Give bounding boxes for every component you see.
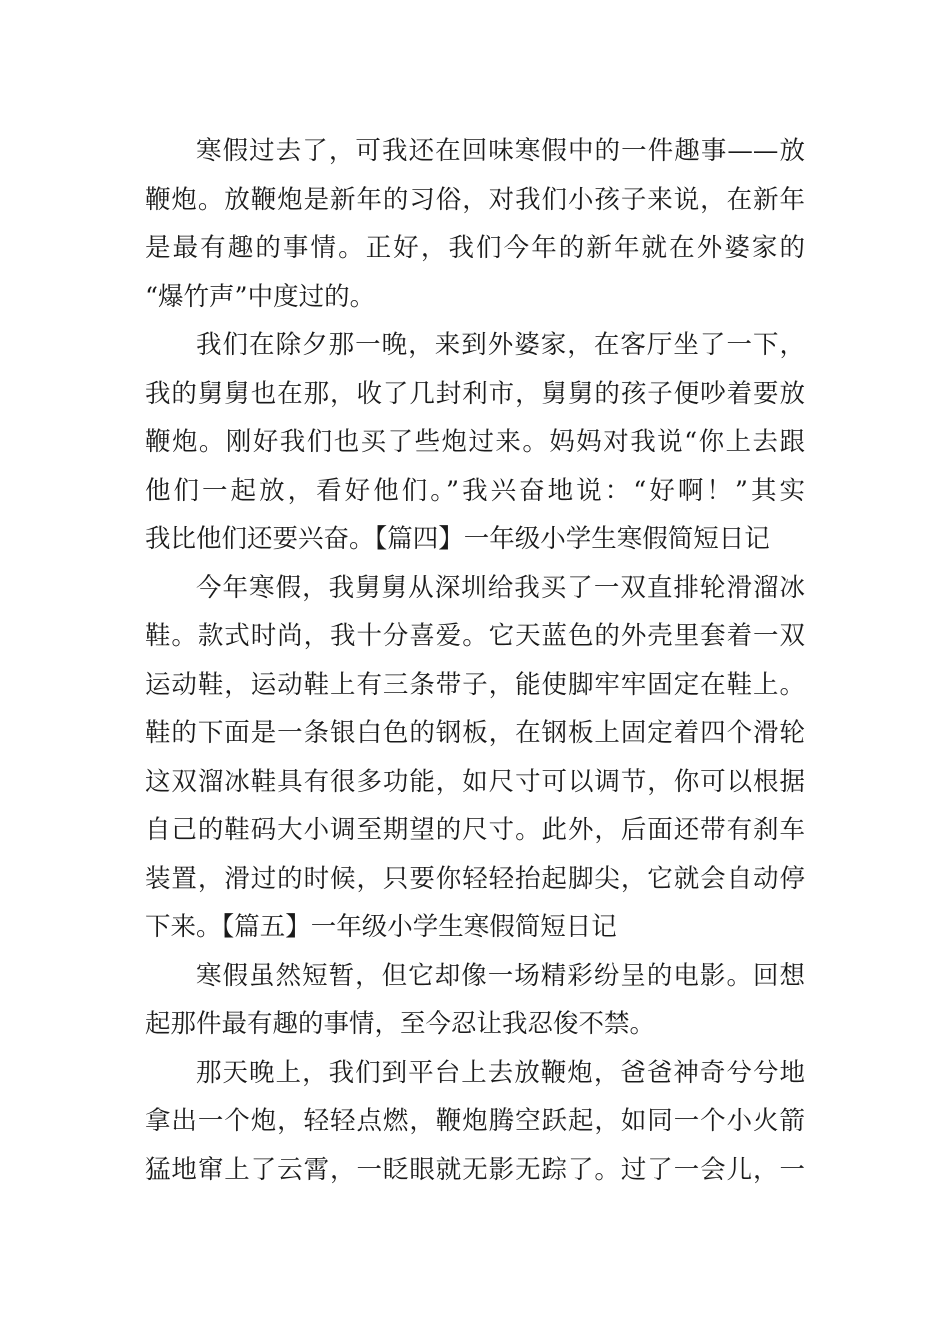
text-line: 那天晚上，我们到平台上去放鞭炮，爸爸神奇兮兮地 bbox=[196, 1057, 805, 1088]
text-line: 下来。【篇五】一年级小学生寒假简短日记 bbox=[145, 912, 617, 942]
text-line: 鞋。款式时尚，我十分喜爱。它天蓝色的外壳里套着一双 bbox=[145, 621, 805, 651]
text-line: 鞭炮。刚好我们也买了些炮过来。妈妈对我说“你上去跟 bbox=[145, 427, 805, 457]
text-line: “爆竹声”中度过的。 bbox=[145, 281, 376, 312]
text-line: 鞭炮。放鞭炮是新年的习俗，对我们小孩子来说，在新年 bbox=[145, 184, 805, 215]
text-line: 运动鞋，运动鞋上有三条带子，能使脚牢牢固定在鞋上。 bbox=[145, 669, 805, 700]
text-line: 寒假过去了，可我还在回味寒假中的一件趣事——放 bbox=[196, 136, 805, 166]
text-line: 猛地窜上了云霄，一眨眼就无影无踪了。过了一会儿，一 bbox=[145, 1154, 805, 1185]
text-line: 寒假虽然短暂，但它却像一场精彩纷呈的电影。回想 bbox=[196, 960, 805, 991]
text-line: 装置，滑过的时候，只要你轻轻抬起脚尖，它就会自动停 bbox=[145, 863, 805, 894]
text-line: 我们在除夕那一晚，来到外婆家，在客厅坐了一下， bbox=[196, 330, 805, 360]
text-line: 他们一起放，看好他们。”我兴奋地说：“好啊！”其实 bbox=[145, 475, 805, 506]
text-line: 起那件最有趣的事情，至今忍让我忍俊不禁。 bbox=[145, 1009, 656, 1039]
document-body bbox=[145, 127, 805, 1194]
text-line: 拿出一个炮，轻轻点燃，鞭炮腾空跃起，如同一个小火箭 bbox=[145, 1106, 805, 1136]
text-line: 鞋的下面是一条银白色的钢板，在钢板上固定着四个滑轮 bbox=[145, 718, 805, 748]
text-line: 我比他们还要兴奋。【篇四】一年级小学生寒假简短日记 bbox=[145, 524, 770, 554]
text-line: 今年寒假，我舅舅从深圳给我买了一双直排轮滑溜冰 bbox=[196, 572, 805, 603]
text-line: 我的舅舅也在那，收了几封利市，舅舅的孩子便吵着要放 bbox=[145, 378, 805, 409]
text-line: 自己的鞋码大小调至期望的尺寸。此外，后面还带有刹车 bbox=[145, 815, 805, 845]
text-line: 这双溜冰鞋具有很多功能，如尺寸可以调节，你可以根据 bbox=[145, 766, 805, 797]
text-line: 是最有趣的事情。正好，我们今年的新年就在外婆家的 bbox=[145, 233, 805, 263]
